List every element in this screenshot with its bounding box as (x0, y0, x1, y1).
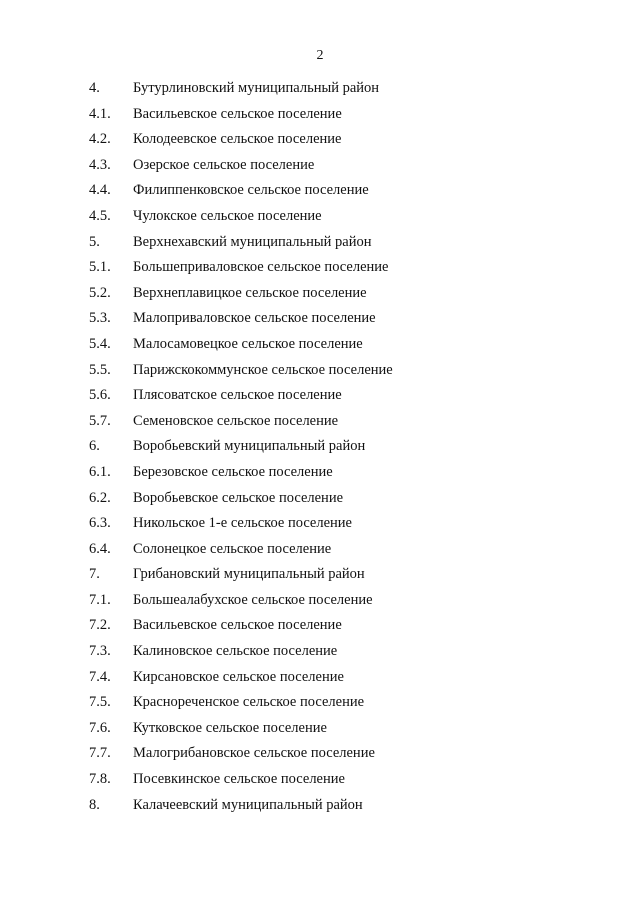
item-number: 4.3. (89, 156, 111, 173)
item-number: 7.3. (89, 643, 111, 660)
list-item (0, 769, 640, 795)
item-number: 7.1. (89, 591, 111, 608)
item-name: Бутурлиновский муниципальный район (133, 80, 380, 96)
list-item (0, 615, 640, 641)
list-item (0, 718, 640, 744)
item-name: Калиновское сельское поселение (133, 643, 338, 660)
item-number: 4.5. (89, 207, 111, 224)
list-item (0, 513, 640, 539)
item-number: 6. (89, 438, 100, 455)
item-name: Краснореченское сельское поселение (133, 694, 365, 711)
item-number: 5.6. (89, 387, 111, 404)
item-number: 5. (89, 233, 100, 250)
item-name: Васильевское сельское поселение (133, 617, 342, 634)
settlement-list (0, 78, 640, 820)
list-item (0, 641, 640, 667)
list-item (0, 385, 640, 411)
list-item (0, 795, 640, 821)
list-item (0, 360, 640, 386)
list-item (0, 411, 640, 437)
item-name: Воробьевский муниципальный район (133, 438, 366, 455)
list-item (0, 462, 640, 488)
page-number: 2 (316, 48, 324, 63)
item-number: 5.7. (89, 412, 111, 429)
list-item (0, 564, 640, 590)
item-number: 7.5. (89, 694, 111, 711)
list-item (0, 129, 640, 155)
list-item (0, 78, 640, 104)
item-name: Чулокское сельское поселение (133, 207, 322, 224)
list-item (0, 155, 640, 181)
item-number: 7.7. (89, 745, 111, 762)
item-name: Кутковское сельское поселение (133, 719, 327, 736)
item-name: Васильевское сельское поселение (133, 105, 342, 122)
item-name: Березовское сельское поселение (133, 463, 333, 480)
item-number: 5.2. (89, 284, 111, 301)
item-number: 6.3. (89, 515, 111, 532)
list-item (0, 334, 640, 360)
list-item (0, 104, 640, 130)
item-name: Верхнеплавицкое сельское поселение (133, 284, 367, 301)
item-name: Озерское сельское поселение (133, 156, 315, 173)
list-item (0, 539, 640, 565)
item-name: Кирсановское сельское поселение (133, 668, 344, 685)
item-number: 7. (89, 566, 100, 583)
item-number: 6.1. (89, 463, 111, 480)
item-name: Малогрибановское сельское поселение (133, 745, 375, 762)
item-name: Плясоватское сельское поселение (133, 387, 342, 404)
list-item (0, 232, 640, 258)
item-number: 5.4. (89, 335, 111, 352)
list-item (0, 590, 640, 616)
item-name: Солонецкое сельское поселение (133, 540, 332, 557)
item-number: 5.1. (89, 259, 111, 276)
item-number: 4.4. (89, 182, 111, 199)
item-name: Малоприваловское сельское поселение (133, 310, 376, 327)
item-number: 5.3. (89, 310, 111, 327)
list-item (0, 692, 640, 718)
list-item (0, 283, 640, 309)
list-item (0, 743, 640, 769)
item-name: Филиппенковское сельское поселение (133, 182, 369, 199)
item-name: Никольское 1-е сельское поселение (133, 515, 352, 532)
item-name: Верхнехавский муниципальный район (133, 233, 372, 250)
list-item (0, 667, 640, 693)
item-name: Малосамовецкое сельское поселение (133, 335, 363, 352)
item-number: 4.1. (89, 105, 111, 122)
list-item (0, 257, 640, 283)
item-number: 4. (89, 80, 100, 96)
item-number: 7.4. (89, 668, 111, 685)
item-number: 6.4. (89, 540, 111, 557)
list-item (0, 488, 640, 514)
item-number: 7.6. (89, 719, 111, 736)
item-name: Посевкинское сельское поселение (133, 771, 345, 788)
item-name: Семеновское сельское поселение (133, 412, 339, 429)
list-item (0, 180, 640, 206)
item-number: 8. (89, 796, 100, 813)
list-item (0, 308, 640, 334)
item-name: Большеприваловское сельское поселение (133, 259, 389, 276)
item-name: Воробьевское сельское поселение (133, 489, 344, 506)
item-name: Парижскокоммунское сельское поселение (133, 361, 393, 378)
item-number: 7.8. (89, 771, 111, 788)
item-name: Калачеевский муниципальный район (133, 796, 363, 813)
item-name: Грибановский муниципальный район (133, 566, 365, 583)
item-name: Колодеевское сельское поселение (133, 131, 342, 148)
item-number: 5.5. (89, 361, 111, 378)
list-item (0, 436, 640, 462)
list-item (0, 206, 640, 232)
item-name: Большеалабухское сельское поселение (133, 591, 373, 608)
item-number: 4.2. (89, 131, 111, 148)
item-number: 7.2. (89, 617, 111, 634)
item-number: 6.2. (89, 489, 111, 506)
